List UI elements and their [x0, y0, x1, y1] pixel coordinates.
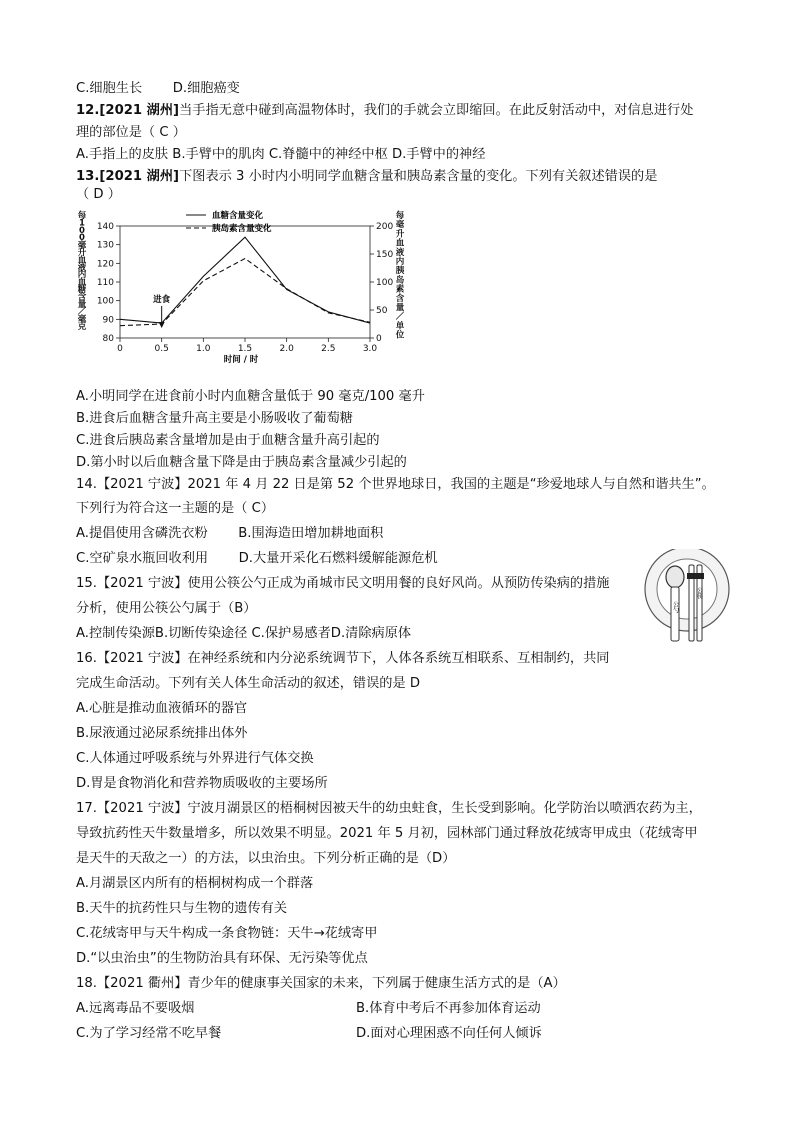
legend-solid-label: 血糖含量变化 — [212, 211, 264, 221]
right-tick-label: 50 — [376, 306, 388, 316]
q16-option-d: D.胃是食物消化和营养物质吸收的主要场所 — [76, 776, 328, 791]
q12-options: A.手指上的皮肤 B.手臂中的肌肉 C.脊髓中的神经中枢 D.手臂中的神经 — [76, 147, 486, 162]
spoon-label: 公勺 — [671, 601, 679, 613]
left-axis-label-char: 克 — [77, 322, 87, 332]
right-axis-label — [395, 210, 405, 341]
q17-source-tag: 17.【2021 宁波】 — [76, 801, 188, 816]
q17-stem — [76, 800, 702, 818]
right-axis-label-char: ／ — [395, 312, 405, 323]
x-axis-label: 时间 / 时 — [223, 355, 259, 364]
x-tick-label: 2.5 — [321, 344, 336, 354]
q17-option-d: D.“以虫治虫”的生物防治具有环保、无污染等优点 — [76, 951, 368, 966]
left-axis-label-char: 量 — [77, 299, 87, 310]
q15-text: 使用公筷公勺正成为甬城市民文明用餐的良好风尚。从预防传染病的措施 — [187, 576, 610, 591]
x-tick-label: 1.0 — [196, 344, 211, 354]
q18-source-tag: 18.【2021 衢州】 — [76, 976, 188, 991]
plate-inner — [657, 559, 717, 619]
series-group — [120, 237, 370, 326]
annotation-label: 进食 — [153, 295, 171, 305]
right-tick-label: 100 — [376, 278, 394, 288]
q17-text: 宁波月湖景区的梧桐树因被天牛的幼虫蛀食，生长受到影响。化学防治以喷洒农药为主， — [187, 801, 702, 816]
right-axis-label-char: 血 — [395, 238, 405, 249]
q15-stem — [76, 575, 609, 593]
q14-stem-cont: 下列行为符合这一主题的是（ C） — [76, 501, 275, 516]
left-tick-label: 140 — [96, 222, 114, 232]
q14-source-tag: 14.【2021 宁波】 — [76, 477, 188, 492]
right-axis-label-char: 位 — [395, 330, 405, 341]
x-tick-label: 0 — [117, 344, 123, 354]
left-axis-label-char: 含 — [77, 292, 87, 303]
right-tick-label: 150 — [376, 250, 394, 260]
blood-sugar-insulin-chart — [74, 206, 414, 364]
q13-option-b: B.进食后血糖含量升高主要是小肠吸收了葡萄糖 — [76, 411, 353, 426]
left-axis-label-char: 液 — [77, 262, 87, 273]
right-tick-label: 200 — [376, 222, 394, 232]
left-axis-label-char: 0 — [79, 233, 85, 244]
plot-frame — [120, 226, 370, 338]
left-tick-label: 120 — [96, 259, 114, 270]
right-axis-label-char: 液 — [395, 247, 405, 258]
q16-option-a: A.心脏是推动血液循环的器官 — [76, 701, 248, 716]
right-axis-label-char: 素 — [395, 284, 405, 295]
q18-stem — [76, 975, 566, 993]
left-tick-label: 110 — [96, 278, 114, 288]
q16-stem — [76, 650, 609, 668]
q15-options: A.控制传染源B.切断传染途径 C.保护易感者D.清除病原体 — [76, 626, 412, 641]
left-tick-label: 80 — [102, 334, 114, 344]
q13-option-d: D.第小时以后血糖含量下降是由于胰岛素含量减少引起的 — [76, 455, 407, 470]
left-axis-label-char: 糖 — [77, 285, 87, 295]
right-axis-label-char: 单 — [395, 321, 405, 332]
q16-option-b: B.尿液通过泌尿系统排出体外 — [76, 726, 248, 741]
left-tick-label: 90 — [102, 315, 114, 326]
shared-utensils-illustration — [637, 549, 737, 649]
q16-text: 在神经系统和内分泌系统调节下，人体各系统互相联系、互相制约，共同 — [187, 651, 610, 666]
left-axis-ticks — [97, 222, 120, 344]
spoon-handle — [671, 587, 679, 641]
left-axis-label-char: 血 — [77, 277, 87, 288]
q13-source-tag: 13.[2021 湖州] — [76, 169, 180, 184]
x-tick-label: 0.5 — [154, 344, 169, 354]
q12-source-tag: 12.[2021 湖州] — [76, 103, 180, 118]
left-axis-label-char: 内 — [77, 270, 87, 281]
right-axis-label-char: 毫 — [395, 220, 405, 231]
left-axis-label-char: 升 — [77, 248, 87, 258]
q17-option-c: C.花绒寄甲与天牛构成一条食物链：天牛→花绒寄甲 — [76, 926, 378, 941]
q14-options-cd: C.空矿泉水瓶回收利用 D.大量开采化石燃料缓解能源危机 — [76, 551, 438, 566]
q17-option-b: B.天牛的抗药性只与生物的遗传有关 — [76, 901, 288, 916]
q15-stem-cont: 分析，使用公筷公勺属于（B） — [76, 601, 257, 616]
right-axis-ticks — [370, 222, 393, 344]
q17-option-a: A.月湖景区内所有的梧桐树构成一个群落 — [76, 876, 314, 891]
blood-sugar-line — [120, 237, 370, 323]
q14-stem — [76, 476, 715, 494]
right-axis-label-char: 含 — [395, 293, 405, 304]
q17-stem-cont2: 是天牛的天敌之一）的方法，以虫治虫。下列分析正确的是（D） — [76, 851, 456, 866]
q18-option-c: C.为了学习经常不吃早餐 — [76, 1026, 222, 1041]
q16-source-tag: 16.【2021 宁波】 — [76, 651, 188, 666]
insulin-line — [120, 258, 370, 325]
left-tick-label: 100 — [96, 296, 114, 307]
right-axis-label-char: 每 — [395, 211, 405, 221]
right-axis-label-char: 胰 — [395, 266, 405, 277]
chopsticks-label: 公筷 — [695, 587, 703, 599]
x-axis-ticks — [117, 338, 377, 354]
q18-option-d: D.面对心理困惑不向任何人倾诉 — [356, 1026, 542, 1041]
left-axis-label-char: ／ — [77, 307, 87, 318]
q18-option-a: A.远离毒品不要吸烟 — [76, 1001, 195, 1016]
right-axis-label-char: 量 — [395, 303, 405, 313]
spoon-bowl — [666, 566, 684, 588]
q12-text: 当手指无意中碰到高温物体时，我们的手就会立即缩回。在此反射活动中，对信息进行处 — [179, 103, 694, 118]
q15-source-tag: 15.【2021 宁波】 — [76, 576, 188, 591]
legend — [186, 210, 272, 234]
q14-text: 2021 年 4 月 22 日是第 52 个世界地球日，我国的主题是“珍爱地球人与自然和谐共生”。 — [187, 477, 715, 492]
q13-option-c: C.进食后胰岛素含量增加是由于血糖含量升高引起的 — [76, 433, 380, 448]
q14-options-ab: A.提倡使用含磷洗衣粉 B.围海造田增加耕地面积 — [76, 526, 384, 541]
left-axis-label-char: 血 — [77, 255, 87, 266]
legend-dashed-label: 胰岛素含量变化 — [212, 224, 272, 234]
q17-stem-cont: 导致抗药性天牛数量增多，所以效果不明显。2021 年 5 月初，园林部门通过释放花绒寄甲成虫（花绒寄甲 — [76, 826, 698, 841]
q12-stem-cont: 理的部位是（ C ） — [76, 125, 186, 140]
q13-stem-cont: （ D ） — [76, 187, 121, 202]
left-axis-label-char: 毫 — [77, 240, 87, 251]
annotation-arrow-head — [159, 322, 165, 328]
q16-option-c: C.人体通过呼吸系统与外界进行气体交换 — [76, 751, 314, 766]
x-tick-label: 1.5 — [237, 344, 253, 354]
left-tick-label: 130 — [96, 240, 114, 251]
right-axis-label-char: 内 — [395, 257, 405, 267]
left-axis-label-char: 1 — [79, 218, 85, 229]
left-axis-label-char: 毫 — [77, 314, 87, 325]
right-axis-label-char: 岛 — [395, 275, 405, 286]
chopstick-band — [687, 573, 704, 579]
x-tick-label: 3.0 — [362, 344, 378, 354]
q18-option-b: B.体育中考后不再参加体育运动 — [356, 1001, 541, 1016]
right-tick-label: 0 — [376, 334, 382, 344]
left-axis-label-char: 0 — [79, 225, 85, 236]
q12-stem — [76, 102, 693, 120]
right-axis-label-char: 升 — [395, 229, 405, 240]
x-tick-label: 2.0 — [279, 344, 294, 354]
q18-text: 青少年的健康事关国家的未来，下列属于健康生活方式的是（A） — [187, 976, 566, 991]
q13-text: 下图表示 3 小时内小明同学血糖含量和胰岛素含量的变化。下列有关叙述错误的是 — [179, 169, 658, 184]
left-axis-label-char: 每 — [77, 211, 87, 221]
q11-options: C.细胞生长 D.细胞癌变 — [76, 81, 240, 96]
left-axis-label — [78, 210, 87, 332]
q13-option-a: A.小明同学在进食前小时内血糖含量低于 90 毫克/100 毫升 — [76, 389, 425, 404]
q13-stem — [76, 168, 657, 186]
q16-stem-cont: 完成生命活动。下列有关人体生命活动的叙述，错误的是 D — [76, 676, 421, 691]
